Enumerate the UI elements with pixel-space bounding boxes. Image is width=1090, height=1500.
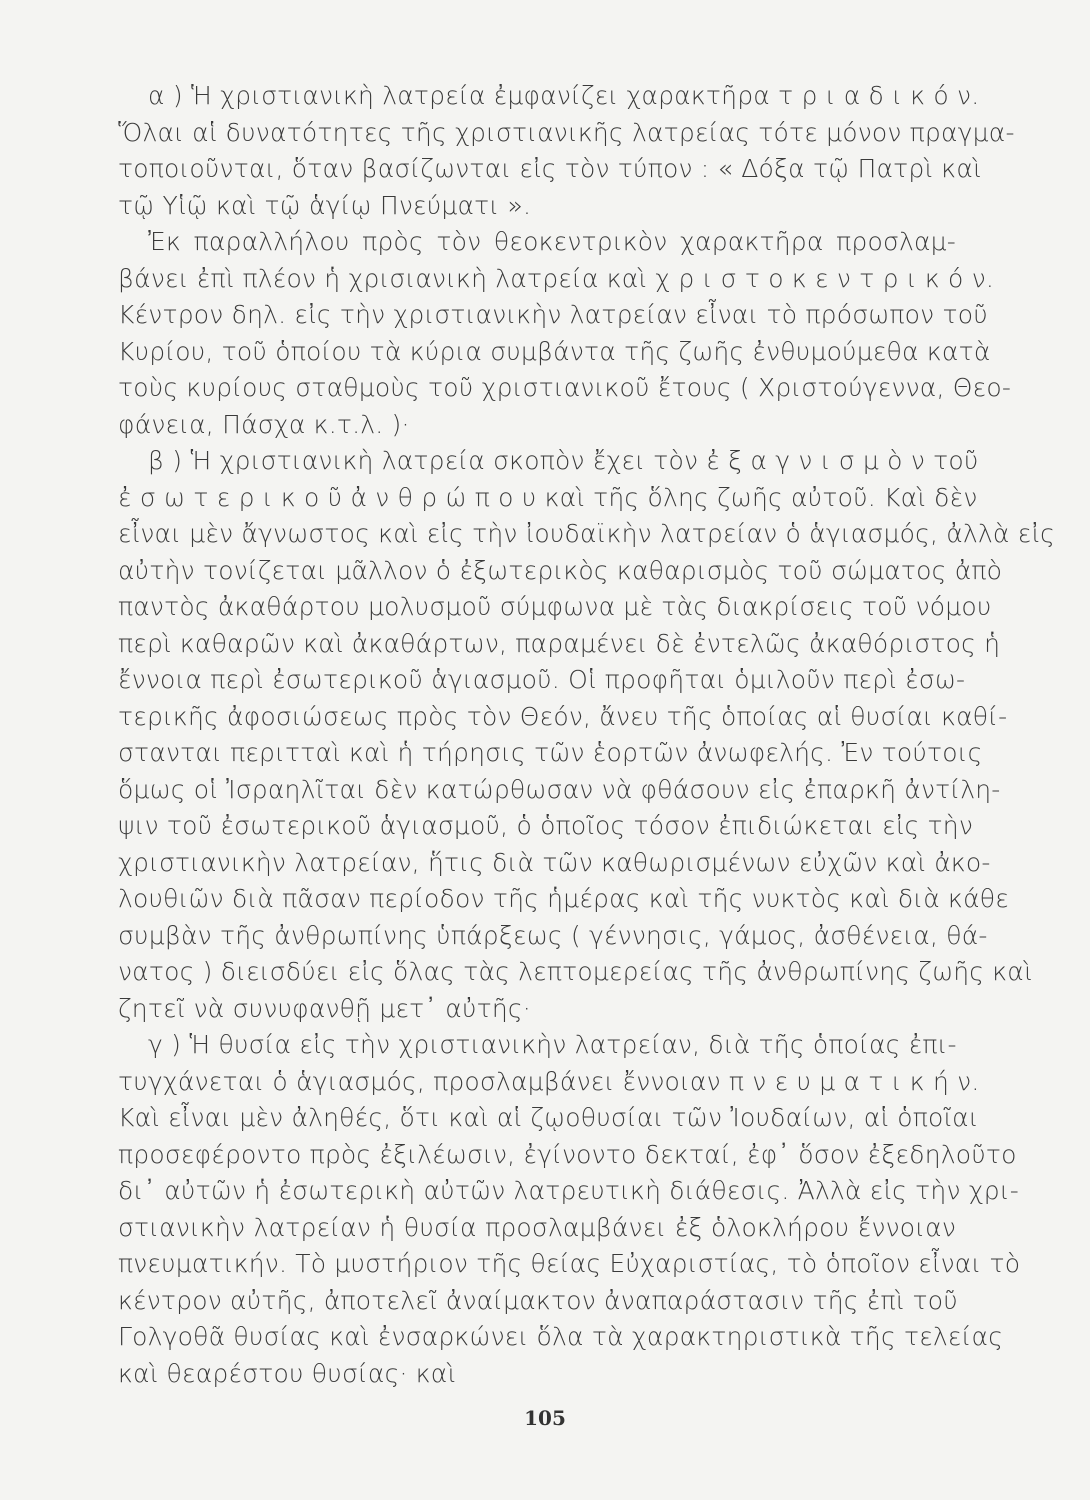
text-line: ἔννοια περὶ ἐσωτερικοῦ ἁγιασμοῦ. Οἱ προφῆται ὁμιλοῦν περὶ ἐσω-	[118, 665, 966, 694]
text-line: εἶναι μὲν ἄγνωστος καὶ εἰς τὴν ἰουδαϊκὴν λατρείαν ὁ ἁγιασμός, ἀλλὰ εἰς	[118, 519, 1055, 548]
text-line: Γολγοθᾶ θυσίας καὶ ἐνσαρκώνει ὅλα τὰ χαρακτηριστικὰ τῆς τελείας	[118, 1322, 1004, 1351]
text-line: τερικῆς ἀφοσιώσεως πρὸς τὸν Θεόν, ἄνευ τῆς ὁποίας αἱ θυσίαι καθί-	[118, 701, 1008, 731]
text-line: προσεφέροντο πρὸς ἐξιλέωσιν, ἐγίνοντο δεκταί, ἐφ᾽ ὅσον ἐξεδηλοῦτο	[118, 1139, 1017, 1169]
text-line: στανται περιτταὶ καὶ ἡ τήρησις τῶν ἑορτῶν ἀνωφελής. Ἐν τούτοις	[118, 738, 983, 767]
text-line: ὅμως οἱ Ἰσραηλῖται δὲν κατώρθωσαν νὰ φθάσουν εἰς ἐπαρκῆ ἀντίλη-	[118, 774, 1001, 804]
text-line: τῷ Υἱῷ καὶ τῷ ἁγίῳ Πνεύματι ».	[118, 190, 532, 220]
text-line: ἐ σ ω τ ε ρ ι κ ο ῦ ἀ ν θ ρ ώ π ο υ καὶ τῆς ὅλης ζωῆς αὐτοῦ. Καὶ δὲν	[118, 482, 978, 512]
text-line: περὶ καθαρῶν καὶ ἀκαθάρτων, παραμένει δὲ ἐντελῶς ἀκαθόριστος ἡ	[118, 628, 1001, 658]
text-line: νατος ) διεισδύει εἰς ὅλας τὰς λεπτομερείας τῆς ἀνθρωπίνης ζωῆς καὶ	[118, 957, 1033, 986]
page-number: 105	[524, 1406, 566, 1430]
text-line: βάνει ἐπὶ πλέον ἡ χρισιανικὴ λατρεία καὶ χ ρ ι σ τ ο κ ε ν τ ρ ι κ ό ν.	[118, 263, 995, 293]
text-line: Ἐκ παραλλήλου πρὸς τὸν θεοκεντρικὸν χαρακτῆρα προσλαμ-	[148, 227, 956, 256]
text-line: πνευματικήν. Τὸ μυστήριον τῆς θείας Εὐχαριστίας, τὸ ὁποῖον εἶναι τὸ	[118, 1249, 1021, 1278]
text-line: Καὶ εἶναι μὲν ἀληθές, ὅτι καὶ αἱ ζῳοθυσίαι τῶν Ἰουδαίων, αἱ ὁποῖαι	[118, 1103, 979, 1132]
text-line: φάνεια, Πάσχα κ.τ.λ. )·	[118, 409, 410, 439]
text-line: κέντρον αὐτῆς, ἀποτελεῖ ἀναίμακτον ἀναπαράστασιν τῆς ἐπὶ τοῦ	[118, 1285, 958, 1315]
text-line: λουθιῶν διὰ πᾶσαν περίοδον τῆς ἡμέρας καὶ τῆς νυκτὸς καὶ διὰ κάθε	[118, 884, 1009, 913]
text-line: Ὅλαι αἱ δυνατότητες τῆς χριστιανικῆς λατρείας τότε μόνον πραγμα-	[118, 117, 1015, 147]
text-line: β ) Ἡ χριστιανικὴ λατρεία σκοπὸν ἔχει τὸν ἐ ξ α γ ν ι σ μ ὸ ν τοῦ	[148, 446, 979, 475]
text-line: τυγχάνεται ὁ ἁγιασμός, προσλαμβάνει ἔννοιαν π ν ε υ μ α τ ι κ ή ν.	[118, 1066, 980, 1096]
text-line: τοὺς κυρίους σταθμοὺς τοῦ χριστιανικοῦ ἔτους ( Χριστούγεννα, Θεο-	[118, 373, 1012, 402]
text-line: Κυρίου, τοῦ ὁποίου τὰ κύρια συμβάντα τῆς ζωῆς ἐνθυμούμεθα κατὰ	[118, 336, 991, 366]
text-line: παντὸς ἀκαθάρτου μολυσμοῦ σύμφωνα μὲ τὰς διακρίσεις τοῦ νόμου	[118, 592, 992, 621]
text-line: ζητεῖ νὰ συνυφανθῇ μετ᾽ αὐτῆς·	[118, 993, 531, 1023]
body-text	[118, 78, 1055, 1392]
text-line: συμβὰν τῆς ἀνθρωπίνης ὑπάρξεως ( γέννησις, γάμος, ἀσθένεια, θά-	[118, 920, 988, 950]
text-line: καὶ θεαρέστου θυσίας· καὶ	[118, 1358, 457, 1388]
text-line: γ ) Ἡ θυσία εἰς τὴν χριστιανικὴν λατρείαν, διὰ τῆς ὁποίας ἐπι-	[148, 1030, 957, 1059]
text-line: δι᾽ αὐτῶν ἡ ἐσωτερικὴ αὐτῶν λατρευτικὴ διάθεσις. Ἀλλὰ εἰς τὴν χρι-	[118, 1176, 1019, 1205]
text-line: τοποιοῦνται, ὅταν βασίζωνται εἰς τὸν τύπον : « Δόξα τῷ Πατρὶ καὶ	[118, 154, 982, 183]
text-line: α ) Ἡ χριστιανικὴ λατρεία ἐμφανίζει χαρακτῆρα τ ρ ι α δ ι κ ό ν.	[148, 81, 980, 110]
text-line: στιανικὴν λατρείαν ἡ θυσία προσλαμβάνει ἐξ ὁλοκλήρου ἔννοιαν	[118, 1212, 956, 1242]
text-line: χριστιανικὴν λατρείαν, ἥτις διὰ τῶν καθωρισμένων εὐχῶν καὶ ἀκο-	[118, 847, 991, 877]
text-line: Κέντρον δηλ. εἰς τὴν χριστιανικὴν λατρείαν εἶναι τὸ πρόσωπον τοῦ	[118, 300, 988, 329]
text-line: αὐτὴν τονίζεται μᾶλλον ὁ ἐξωτερικὸς καθαρισμὸς τοῦ σώματος ἀπὸ	[118, 555, 1003, 585]
text-line: ψιν τοῦ ἐσωτερικοῦ ἁγιασμοῦ, ὁ ὁποῖος τόσον ἐπιδιώκεται εἰς τὴν	[118, 811, 974, 840]
